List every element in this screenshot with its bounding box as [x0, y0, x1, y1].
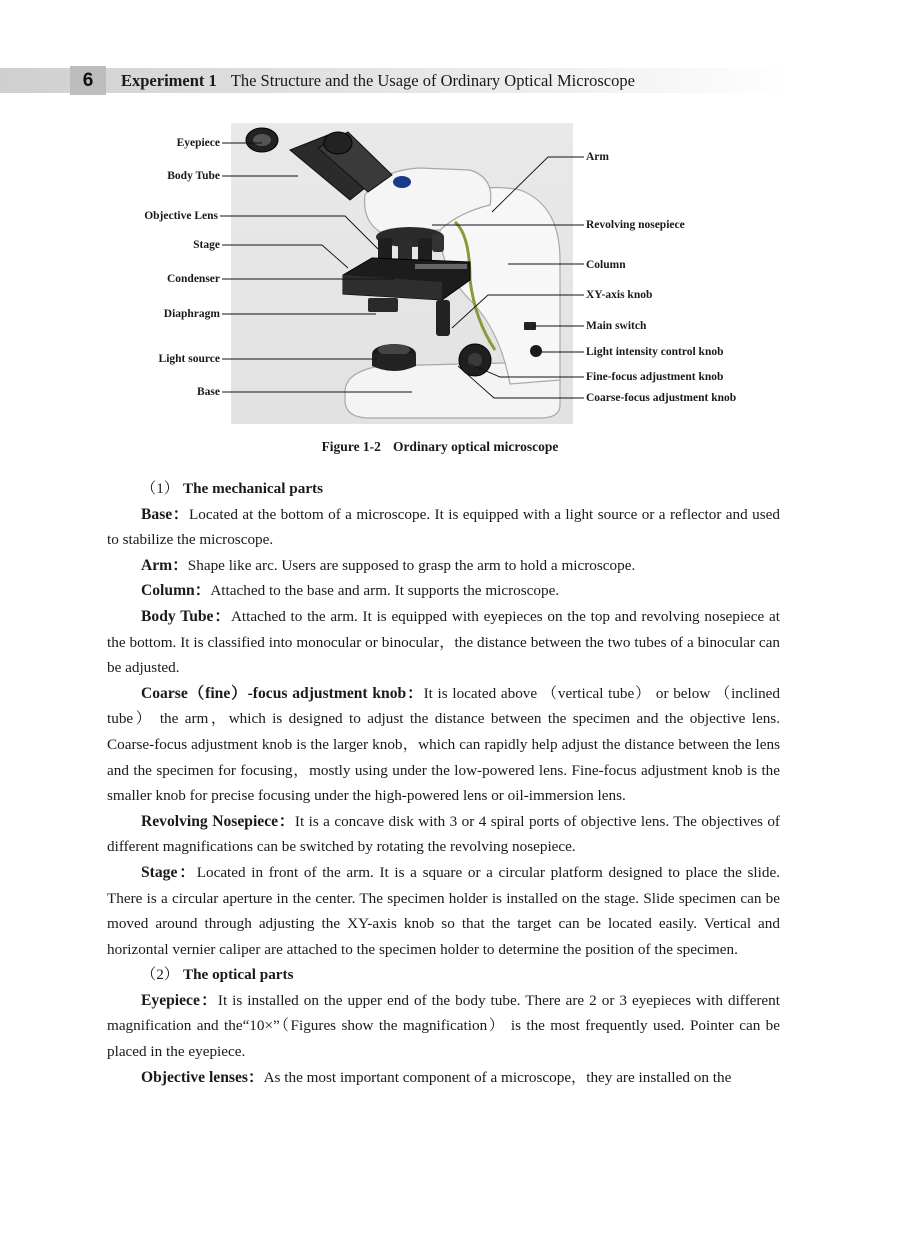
label-main-switch: Main switch	[586, 320, 647, 332]
section-title: The optical parts	[182, 966, 294, 984]
label-stage: Stage	[193, 239, 220, 251]
paragraph-text: As the most important component of a microscope，they are installed on the	[263, 1068, 732, 1086]
paragraph-nosepiece	[107, 809, 780, 860]
label-base: Base	[197, 386, 220, 398]
paragraph-stage	[107, 860, 780, 962]
section-title: The mechanical parts	[182, 480, 324, 497]
label-light-intensity-knob: Light intensity control knob	[586, 346, 724, 358]
term: Objective lenses	[141, 1068, 248, 1086]
paragraph-text: Located at the bottom of a microscope. It is equipped with a light source or a reflector and used to stabilize the microscope.	[107, 505, 780, 549]
header-experiment: Experiment 1	[121, 71, 217, 90]
label-diaphragm: Diaphragm	[163, 308, 220, 320]
paragraph-text: Shape like arc. Users are supposed to grasp the arm to hold a microscope.	[187, 556, 636, 574]
term: Arm	[141, 556, 173, 574]
paragraph-text: It is located above （vertical tube） or below （inclined tube） the arm，which is designed to adjust the distance between the specimen and the objective lens. Coarse-focus adjustment knob is the larger knob，which can rapidly help adjust the distance between the lens and the specimen for focusing，mostly using under the low-powered lens. Fine-focus adjustment knob is the smaller knob for precise focusing under the high-powered lens or oil-immersion lens.	[107, 684, 780, 805]
term: Coarse（fine）-focus adjustment knob	[141, 684, 407, 702]
header-title: The Structure and the Usage of Ordinary Optical Microscope	[230, 71, 635, 90]
term: Eyepiece	[141, 991, 200, 1009]
label-objective-lens: Objective Lens	[144, 210, 218, 222]
paragraph-text: Located in front of the arm. It is a square or a circular platform designed to place the slide. There is a circular aperture in the center. The specimen holder is installed on the stage. Slide specimen can be moved around through adjusting the XY-axis knob so that the target can be located easily. Vertical and horizontal vernier caliper are attached to the specimen holder to determine the position of the specimen.	[107, 863, 780, 958]
label-condenser: Condenser	[166, 273, 220, 285]
term: Revolving Nosepiece	[141, 812, 279, 830]
label-arm: Arm	[586, 151, 609, 163]
label-revolving-nosepiece: Revolving nosepiece	[586, 219, 685, 231]
section-number: （2）	[141, 966, 179, 984]
section-heading	[107, 962, 780, 988]
term-separator: ：	[213, 607, 231, 625]
term: Base	[141, 505, 173, 523]
paragraph-text: Attached to the base and arm. It supports the microscope.	[210, 582, 560, 600]
term-separator: ：	[172, 556, 188, 574]
term-separator: ：	[177, 863, 197, 881]
term-separator: ：	[278, 812, 295, 830]
label-body-tube: Body Tube	[167, 170, 220, 182]
term-separator: ：	[199, 991, 218, 1009]
paragraph-body-tube	[107, 604, 780, 681]
paragraph-column	[107, 578, 780, 604]
paragraph-text: It is a concave disk with 3 or 4 spiral ports of objective lens. The objectives of different magnifications can be switched by rotating the revolving nosepiece.	[107, 812, 780, 856]
label-light-source: Light source	[158, 353, 220, 365]
label-coarse-focus-knob: Coarse-focus adjustment knob	[586, 392, 737, 404]
paragraph-focus-knob	[107, 681, 780, 809]
page-number: 6	[70, 66, 106, 95]
term-separator: ：	[247, 1068, 264, 1086]
caption-number: Figure 1-2	[321, 439, 381, 454]
paragraph-arm	[107, 553, 780, 579]
term-separator: ：	[406, 684, 424, 702]
label-xy-axis-knob: XY-axis knob	[586, 289, 653, 301]
term: Stage	[141, 863, 178, 881]
section-number: （1）	[141, 480, 179, 497]
term-separator: ：	[194, 582, 211, 600]
label-fine-focus-knob: Fine-focus adjustment knob	[586, 371, 724, 383]
paragraph-base	[107, 502, 780, 553]
figure-caption	[0, 439, 880, 455]
label-column: Column	[586, 259, 626, 271]
term-separator: ：	[172, 505, 190, 523]
label-eyepiece: Eyepiece	[176, 137, 220, 149]
caption-text: Ordinary optical microscope	[392, 439, 559, 454]
term: Body Tube	[141, 607, 214, 625]
body-text	[107, 476, 780, 1090]
term: Column	[141, 582, 195, 600]
paragraph-eyepiece	[107, 988, 780, 1065]
paragraph-objective	[107, 1065, 780, 1091]
paragraph-text: It is installed on the upper end of the body tube. There are 2 or 3 eyepieces with different magnification and the“10×”（Figures show the magnification） is the most frequently used. Pointer can be placed in the eyepiece.	[107, 991, 780, 1061]
paragraph-text: Attached to the arm. It is equipped with eyepieces on the top and revolving nosepiece at the bottom. It is classified into monocular or binocular，the distance between the two tubes of a binocular can be adjusted.	[107, 607, 780, 677]
section-heading	[107, 476, 780, 502]
